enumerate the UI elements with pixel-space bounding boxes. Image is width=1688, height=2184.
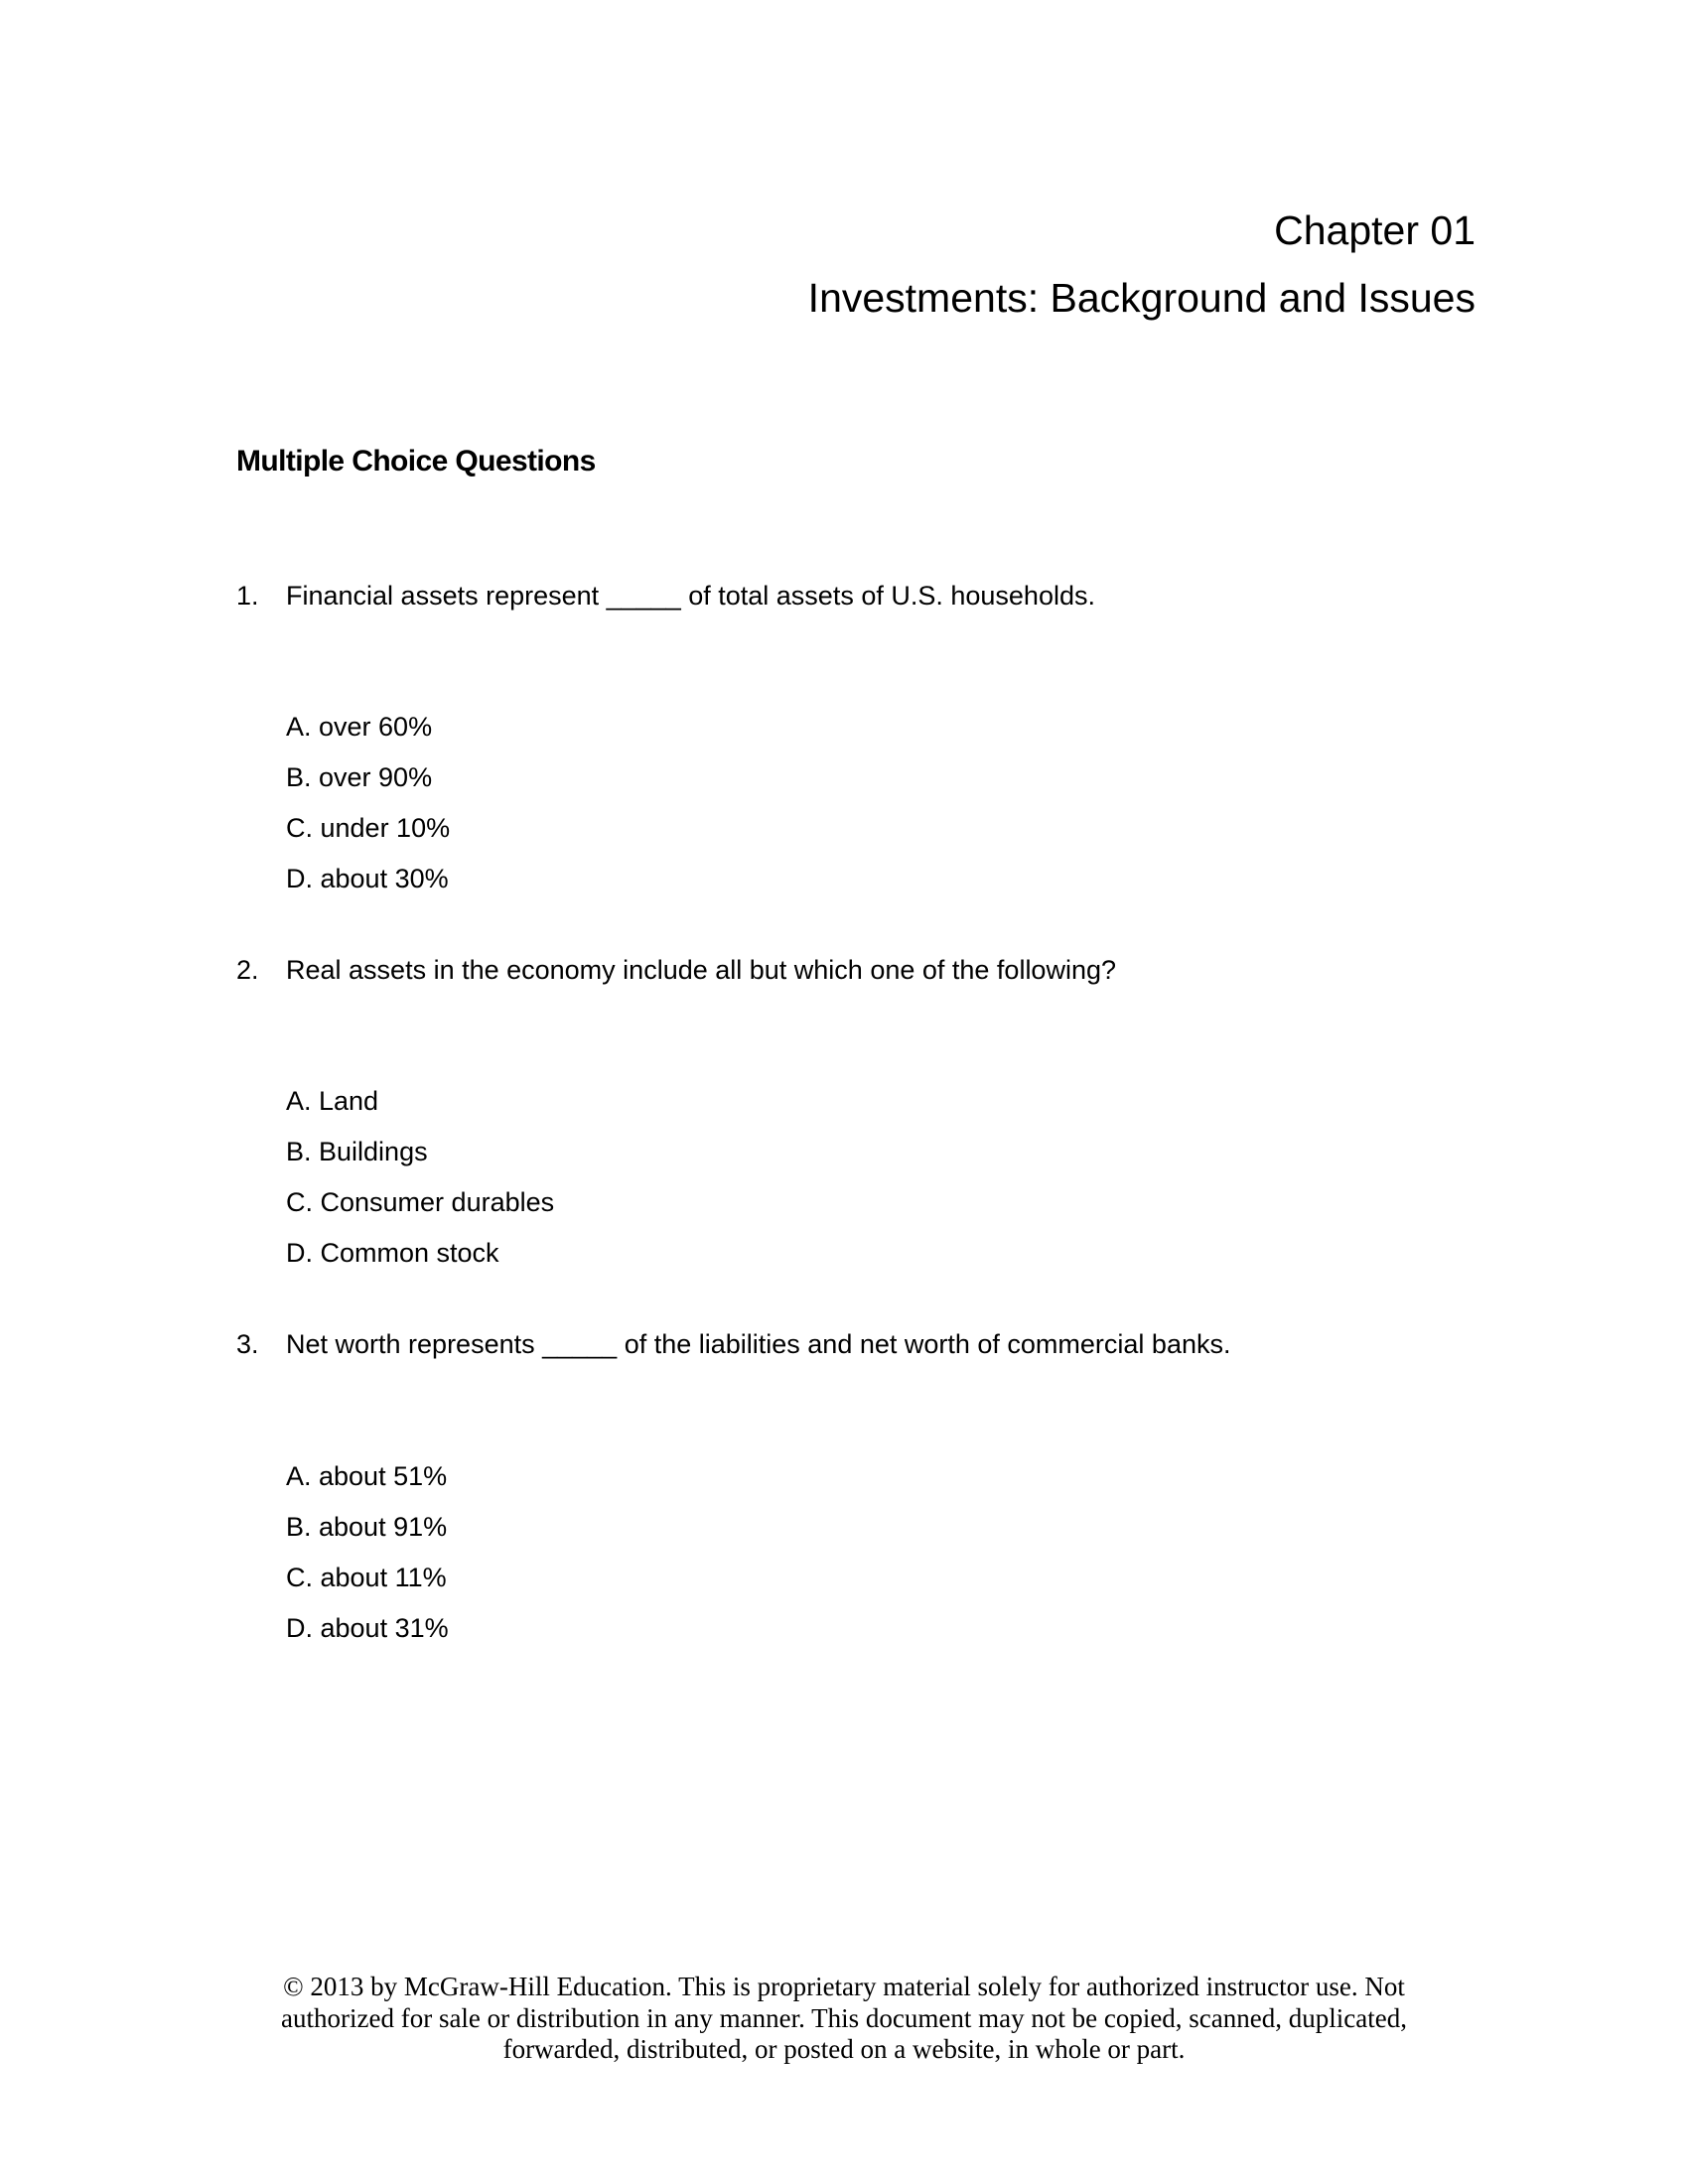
section-heading: Multiple Choice Questions bbox=[236, 445, 596, 478]
chapter-label: Chapter 01 bbox=[1274, 207, 1476, 253]
option-c: C. Consumer durables bbox=[286, 1187, 555, 1217]
option-a: A. over 60% bbox=[286, 712, 433, 742]
question-text: Financial assets represent _____ of total assets of U.S. households. bbox=[286, 581, 1095, 611]
footer-line: © 2013 by McGraw-Hill Education. This is proprietary material solely for authorized instructor use. Not bbox=[283, 1972, 1405, 2001]
chapter-title: Investments: Background and Issues bbox=[807, 275, 1476, 321]
option-d: D. Common stock bbox=[286, 1238, 499, 1268]
option-b: B. over 90% bbox=[286, 762, 433, 792]
footer-line: forwarded, distributed, or posted on a website, in whole or part. bbox=[502, 2034, 1186, 2064]
option-b: B. Buildings bbox=[286, 1137, 428, 1166]
option-a: A. Land bbox=[286, 1086, 379, 1116]
option-d: D. about 31% bbox=[286, 1613, 449, 1643]
option-d: D. about 30% bbox=[286, 864, 449, 893]
question-number: 3. bbox=[236, 1329, 259, 1359]
copyright-footer bbox=[0, 1972, 1688, 2066]
option-b: B. about 91% bbox=[286, 1512, 448, 1542]
question-number: 2. bbox=[236, 955, 259, 985]
question-number: 1. bbox=[236, 581, 259, 611]
question-text: Real assets in the economy include all but which one of the following? bbox=[286, 955, 1116, 985]
option-c: C. under 10% bbox=[286, 813, 451, 843]
footer-line: authorized for sale or distribution in any manner. This document may not be copied, scanned, duplicated, bbox=[281, 2002, 1407, 2033]
option-c: C. about 11% bbox=[286, 1563, 447, 1592]
question-text: Net worth represents _____ of the liabilities and net worth of commercial banks. bbox=[286, 1329, 1231, 1359]
option-a: A. about 51% bbox=[286, 1461, 448, 1491]
